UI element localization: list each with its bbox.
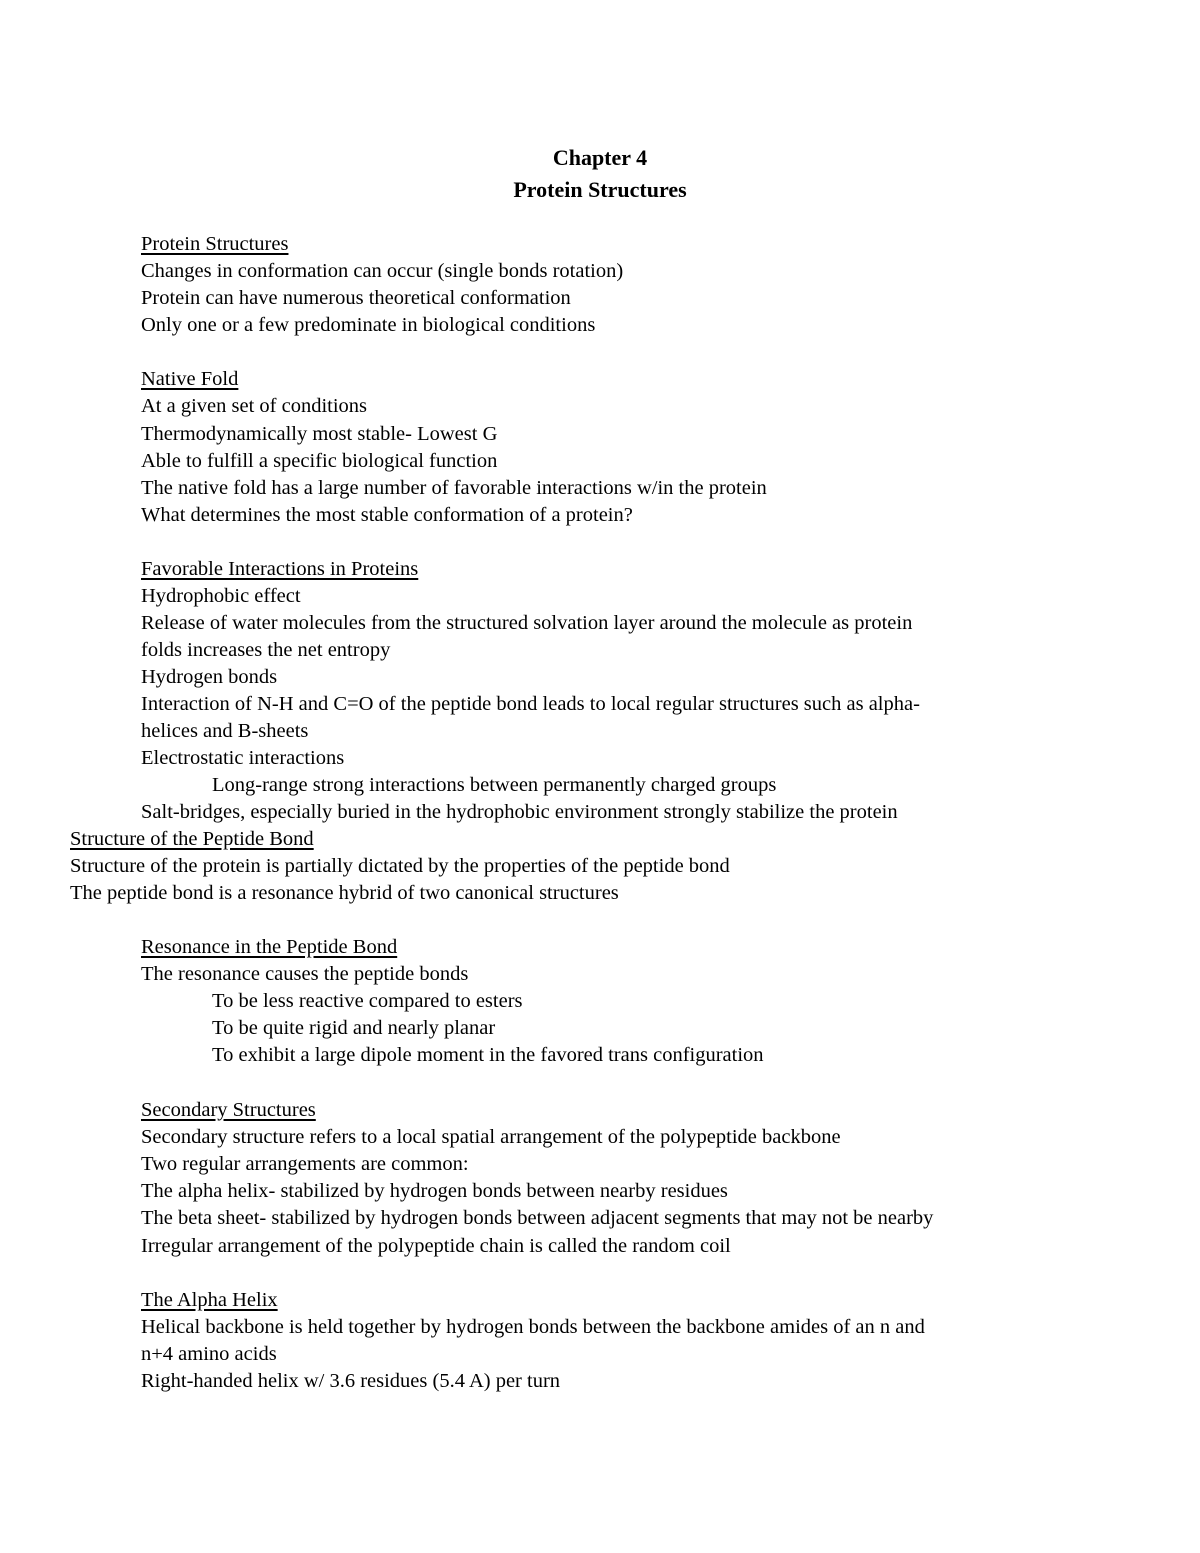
body-line: Helical backbone is held together by hydrogen bonds between the backbone amides of an n and	[141, 1316, 925, 1338]
body-line: Structure of the protein is partially dictated by the properties of the peptide bond	[70, 855, 730, 877]
body-line: To exhibit a large dipole moment in the favored trans configuration	[212, 1044, 764, 1066]
body-line: Secondary structure refers to a local spatial arrangement of the polypeptide backbone	[141, 1126, 841, 1148]
body-line: Only one or a few predominate in biological conditions	[141, 314, 596, 336]
body-line: Hydrophobic effect	[141, 585, 301, 607]
section-heading: Resonance in the Peptide Bond	[141, 936, 398, 958]
body-line: Hydrogen bonds	[141, 666, 278, 688]
body-line: n+4 amino acids	[141, 1343, 277, 1365]
body-line: folds increases the net entropy	[141, 639, 391, 661]
body-line: helices and B-sheets	[141, 720, 309, 742]
body-line: Electrostatic interactions	[141, 747, 345, 769]
body-line: Right-handed helix w/ 3.6 residues (5.4 A) per turn	[141, 1370, 561, 1392]
body-line: Thermodynamically most stable- Lowest G	[141, 423, 498, 445]
section-heading: Favorable Interactions in Proteins	[141, 558, 419, 580]
body-line: Interaction of N-H and C=O of the peptide bond leads to local regular structures such as alpha-	[141, 693, 920, 715]
chapter-heading: Chapter 4	[552, 145, 648, 170]
body-line: What determines the most stable conformation of a protein?	[141, 504, 633, 526]
body-line: Able to fulfill a specific biological function	[141, 450, 498, 472]
body-line: The resonance causes the peptide bonds	[141, 963, 469, 985]
section-heading: Protein Structures	[141, 233, 289, 255]
body-line: Salt-bridges, especially buried in the hydrophobic environment strongly stabilize the protein	[141, 801, 898, 823]
body-line: The native fold has a large number of favorable interactions w/in the protein	[141, 477, 767, 499]
section-heading: The Alpha Helix	[141, 1289, 278, 1311]
body-line: Long-range strong interactions between permanently charged groups	[212, 774, 777, 796]
body-line: Changes in conformation can occur (single bonds rotation)	[141, 260, 624, 282]
body-line: The beta sheet- stabilized by hydrogen bonds between adjacent segments that may not be nearby	[141, 1207, 934, 1229]
body-line: To be less reactive compared to esters	[212, 990, 523, 1012]
body-line: Release of water molecules from the structured solvation layer around the molecule as protein	[141, 612, 913, 634]
body-line: The peptide bond is a resonance hybrid of two canonical structures	[70, 882, 619, 904]
section-heading: Native Fold	[141, 368, 239, 390]
body-line: The alpha helix- stabilized by hydrogen bonds between nearby residues	[141, 1180, 728, 1202]
body-line: Irregular arrangement of the polypeptide chain is called the random coil	[141, 1235, 731, 1257]
section-heading: Secondary Structures	[141, 1099, 316, 1121]
body-line: Two regular arrangements are common:	[141, 1153, 469, 1175]
body-line: Protein can have numerous theoretical conformation	[141, 287, 571, 309]
body-line: To be quite rigid and nearly planar	[212, 1017, 496, 1039]
document-title: Protein Structures	[513, 177, 687, 202]
section-heading: Structure of the Peptide Bond	[70, 828, 314, 850]
body-line: At a given set of conditions	[141, 395, 368, 417]
